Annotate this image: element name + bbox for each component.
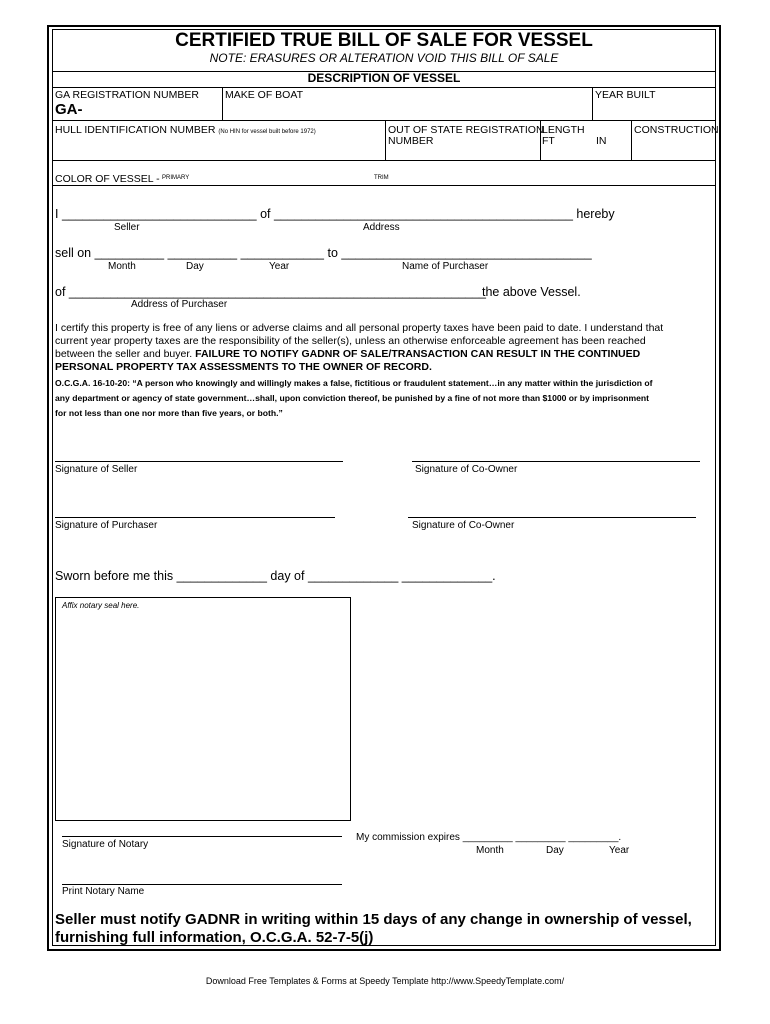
- day-caption: Day: [186, 261, 204, 272]
- divider: [222, 87, 223, 120]
- hull-id-hint: (No HIN for vessel built before 1972): [218, 129, 316, 135]
- hull-id-label-text: HULL IDENTIFICATION NUMBER: [55, 124, 216, 136]
- sworn-line[interactable]: Sworn before me this _____________ day of _____________ _____________.: [55, 569, 496, 583]
- commission-year-caption: Year: [609, 845, 630, 856]
- divider: [52, 87, 716, 88]
- ocga-statute: [55, 376, 717, 421]
- divider: [385, 120, 386, 160]
- co-owner-signature-line-2[interactable]: [408, 517, 696, 518]
- commission-month-caption: Month: [476, 845, 504, 856]
- purchaser-name-caption: Name of Purchaser: [402, 261, 489, 272]
- hull-id-input[interactable]: [55, 138, 380, 158]
- section-heading: DESCRIPTION OF VESSEL: [307, 71, 461, 85]
- sale-line-purchaser-address[interactable]: of ____________________________________________________________: [55, 285, 487, 299]
- out-of-state-label: OUT OF STATE REGISTRATION: [388, 124, 544, 136]
- primary-label: PRIMARY: [162, 175, 190, 181]
- length-label: LENGTH: [542, 124, 585, 136]
- commission-expires-line[interactable]: My commission expires _________ _________ _________.: [356, 832, 622, 843]
- co-owner-signature-line-1[interactable]: [412, 461, 700, 462]
- notary-seal-label: Affix notary seal here.: [62, 601, 140, 610]
- footer-download-link[interactable]: Download Free Templates & Forms at Speedy Template http://www.SpeedyTemplate.com/: [205, 976, 565, 986]
- cert-warning-2: PERSONAL PROPERTY TAX ASSESSMENTS TO THE OWNER OF RECORD.: [55, 361, 432, 373]
- out-of-state-label-2: NUMBER: [388, 135, 434, 147]
- seller-signature-line[interactable]: [55, 461, 343, 462]
- sale-line-seller[interactable]: I ____________________________ of ___________________________________________ hereby: [55, 207, 615, 221]
- seller-notification-note: [55, 911, 715, 947]
- ocga-line-2: any department or agency of state government…shall, upon conviction thereof, be punished by a fine of not more than $1000 or by imprisonment: [55, 393, 650, 403]
- divider: [52, 120, 716, 121]
- seller-signature-label: Signature of Seller: [55, 464, 138, 475]
- commission-day-caption: Day: [546, 845, 564, 856]
- bottom-note-line-1: Seller must notify GADNR in writing within 15 days of any change in ownership of vessel,: [55, 911, 692, 928]
- cert-line-3: between the seller and buyer.: [55, 348, 193, 360]
- ocga-line-1: O.C.G.A. 16-10-20: “A person who knowingly and willingly makes a false, fictitious or fraudulent statement…in any matter within the jurisdiction of: [55, 378, 653, 388]
- length-in-label: IN: [596, 135, 607, 147]
- sale-line-end: the above Vessel.: [482, 285, 581, 299]
- construction-label: CONSTRUCTION: [634, 124, 719, 136]
- purchaser-signature-label: Signature of Purchaser: [55, 520, 158, 531]
- length-ft-label: FT: [542, 135, 555, 147]
- address-caption: Address: [363, 222, 400, 233]
- ga-registration-input[interactable]: [92, 100, 202, 118]
- form-title: CERTIFIED TRUE BILL OF SALE FOR VESSEL: [175, 30, 593, 51]
- make-of-boat-input[interactable]: [225, 102, 585, 118]
- co-owner-signature-label-1: Signature of Co-Owner: [415, 464, 518, 475]
- form-note: NOTE: ERASURES OR ALTERATION VOID THIS BILL OF SALE: [209, 51, 559, 65]
- sale-line-date[interactable]: sell on __________ __________ ____________ to ____________________________________: [55, 246, 592, 260]
- certification-paragraph: [55, 322, 717, 374]
- purchaser-address-caption: Address of Purchaser: [131, 299, 228, 310]
- make-of-boat-label: MAKE OF BOAT: [225, 89, 303, 101]
- cert-warning-1: FAILURE TO NOTIFY GADNR OF SALE/TRANSACTION CAN RESULT IN THE CONTINUED: [195, 348, 641, 360]
- print-notary-name-line[interactable]: [62, 884, 342, 885]
- trim-label: TRIM: [374, 175, 389, 181]
- ga-registration-label: GA REGISTRATION NUMBER: [55, 89, 199, 101]
- year-built-input[interactable]: [595, 102, 713, 118]
- notary-seal-box: [55, 597, 351, 821]
- cert-line-2: current year property taxes are the responsibility of the seller(s), unless an otherwise enforceable agreement has been reached: [55, 335, 646, 347]
- divider: [592, 87, 593, 120]
- co-owner-signature-label-2: Signature of Co-Owner: [412, 520, 515, 531]
- hull-id-label: [55, 124, 316, 136]
- ga-prefix: GA-: [55, 101, 83, 118]
- ocga-line-3: for not less than one nor more than five years, or both.”: [55, 408, 283, 418]
- bottom-note-line-2: furnishing full information, O.C.G.A. 52-7-5(j): [55, 929, 374, 946]
- divider: [52, 160, 716, 161]
- month-caption: Month: [108, 261, 136, 272]
- divider: [52, 185, 716, 186]
- notary-signature-label: Signature of Notary: [62, 839, 149, 850]
- color-of-vessel-label: COLOR OF VESSEL -: [55, 173, 160, 185]
- divider: [631, 120, 632, 160]
- notary-signature-line[interactable]: [62, 836, 342, 837]
- cert-line-1: I certify this property is free of any liens or adverse claims and all personal property taxes have been paid to date. I understand that: [55, 322, 664, 334]
- purchaser-signature-line[interactable]: [55, 517, 335, 518]
- print-notary-name-label: Print Notary Name: [62, 886, 145, 897]
- seller-caption: Seller: [114, 222, 140, 233]
- year-caption: Year: [269, 261, 290, 272]
- cert-line-3-wrap: [55, 348, 717, 361]
- divider: [540, 120, 541, 160]
- year-built-label: YEAR BUILT: [595, 89, 656, 101]
